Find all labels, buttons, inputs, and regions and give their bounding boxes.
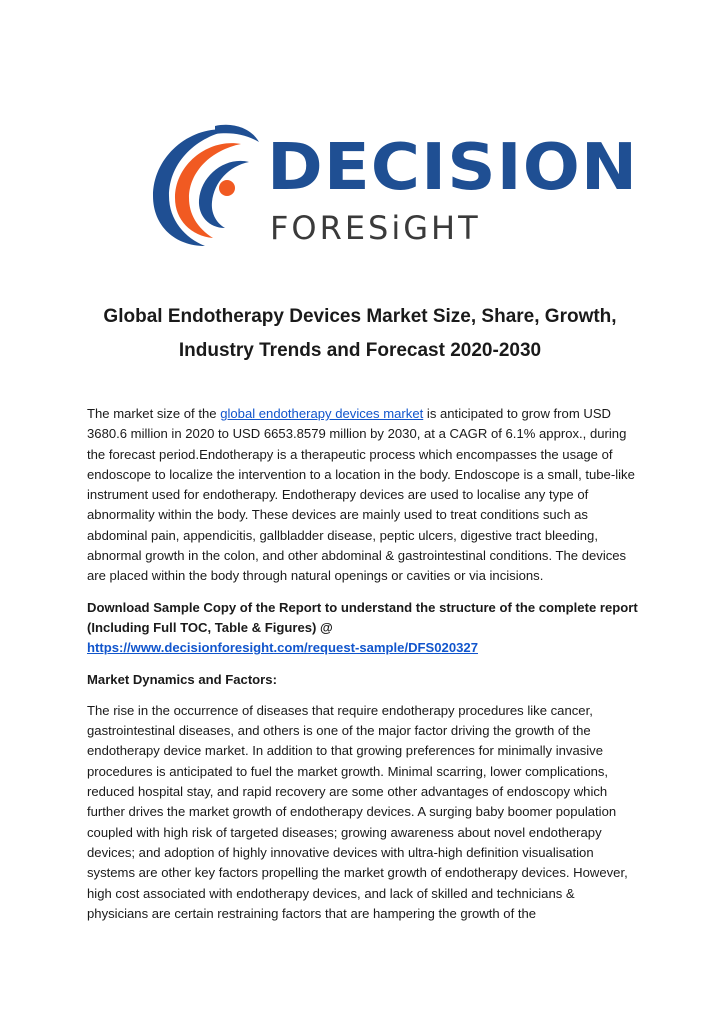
document-body [87,404,639,924]
decision-foresight-logo [145,122,639,262]
download-sample-paragraph [87,598,639,659]
logo-swirl-icon [145,122,265,252]
title-line-2: Industry Trends and Forecast 2020-2030 [178,340,542,361]
title-line-1: Global Endotherapy Devices Market Size, Share, Growth, [103,306,617,327]
intro-text-after-link: is anticipated to grow from USD 3680.6 million in 2020 to USD 6653.8579 million by 2030, at a CAGR of 6.1% approx., during the forecast period.Endotherapy is a therapeutic process which encompasses the usage of endoscope to localize the intervention to a location in the body. Endoscope is a small, tube-like instrument used for endotherapy. Endotherapy devices are used to localise any type of abnormality within the body. These devices are mainly used to treat conditions such as abdominal pain, appendicitis, gallbladder disease, peptic ulcers, digestive tract bleeding, abnormal growth in the colon, and other abdominal & gastrointestinal conditions. The devices are placed within the body through natural openings or cavities or via incisions. [87,406,635,584]
intro-paragraph [87,404,639,587]
logo-wordmark-foresight: FORESiGHT [270,209,481,247]
document-title [60,300,660,368]
request-sample-link[interactable]: https://www.decisionforesight.com/request-sample/DFS020327 [87,640,478,656]
intro-text-before-link: The market size of the [87,406,221,421]
market-report-link[interactable]: global endotherapy devices market [220,406,424,421]
logo-wordmark-decision: DECISION [267,131,639,205]
section-heading-market-dynamics: Market Dynamics and Factors: [87,671,277,687]
download-sample-text: Download Sample Copy of the Report to understand the structure of the complete report (Including Full TOC, Table & Figures) @ [87,599,638,635]
market-dynamics-paragraph: The rise in the occurrence of diseases that require endotherapy procedures like cancer, gastrointestinal diseases, and others is one of the major factor driving the growth of the endotherapy device market. In addition to that growing preferences for minimally invasive procedures is anticipated to fuel the market growth. Minimal scarring, lower complications, reduced hospital stay, and rapid recovery are some other advantages of endoscopy which further drives the market growth of endotherapy devices. A surging baby boomer population coupled with high risk of targeted diseases; growing awareness about novel endotherapy devices; and adoption of highly innovative devices with ultra-high definition visualisation systems are other key factors propelling the market growth of endotherapy devices. However, high cost associated with endotherapy devices, and lack of skilled and technicians & physicians are certain restraining factors that are hampering the growth of the [87,702,628,921]
